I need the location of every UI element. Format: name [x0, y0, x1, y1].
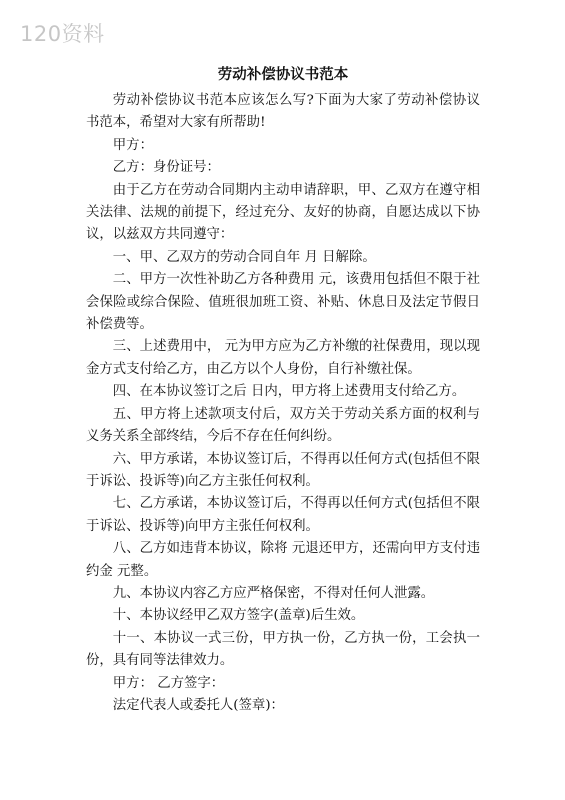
clause-10: 十、本协议经甲乙双方签字(盖章)后生效。	[112, 608, 365, 624]
clause-1: 一、甲、乙双方的劳动合同自年 月 日解除。	[112, 249, 376, 265]
representative-line: 法定代表人或委托人(签章)：	[112, 697, 284, 713]
party-a-line: 甲方：	[112, 137, 153, 153]
preamble-paragraph: 由于乙方在劳动合同期内主动申请辞职，甲、乙双方在遵守相关法律、法规的前提下，经过充分、友好的协商，自愿达成以下协议，以兹双方共同遵守：	[86, 182, 480, 243]
clause-11: 十一、本协议一式三份，甲方执一份，乙方执一份，工会执一份，具有同等法律效力。	[86, 630, 480, 669]
document-title: 劳动补偿协议书范本	[217, 66, 349, 83]
clause-2: 二、甲方一次性补助乙方各种费用 元，该费用包括但不限于社会保险或综合保险、值班很加班工资、补贴、休息日及法定节假日补偿费等。	[86, 272, 480, 333]
clause-3: 三、上述费用中， 元为甲方应为乙方补缴的社保费用，现以现金方式支付给乙方，由乙方以个人身份，自行补缴社保。	[86, 339, 480, 377]
watermark-logo: 120资料	[20, 22, 105, 46]
clause-9: 九、本协议内容乙方应严格保密，不得对任何人泄露。	[112, 585, 435, 601]
party-b-line: 乙方：身份证号：	[112, 160, 220, 176]
clause-6: 六、甲方承诺，本协议签订后，不得再以任何方式(包括但不限于诉讼、投诉等)向乙方主张任何权利。	[86, 451, 480, 489]
clause-8: 八、乙方如违背本协议，除将 元退还甲方，还需向甲方支付违约金 元整。	[86, 541, 480, 579]
document-body	[86, 64, 480, 717]
clause-7: 七、乙方承诺，本协议签订后，不得再以任何方式(包括但不限于诉讼、投诉等)向甲方主张任何权利。	[86, 496, 480, 534]
clause-5: 五、甲方将上述款项支付后，双方关于劳动关系方面的权利与义务关系全部终结，今后不存在任何纠纷。	[86, 406, 480, 445]
clause-4: 四、在本协议签订之后 日内，甲方将上述费用支付给乙方。	[112, 384, 466, 400]
signature-line: 甲方： 乙方签字：	[112, 675, 225, 691]
intro-paragraph: 劳动补偿协议书范本应该怎么写?下面为大家了劳动补偿协议书范本，希望对大家有所帮助!	[86, 93, 480, 131]
